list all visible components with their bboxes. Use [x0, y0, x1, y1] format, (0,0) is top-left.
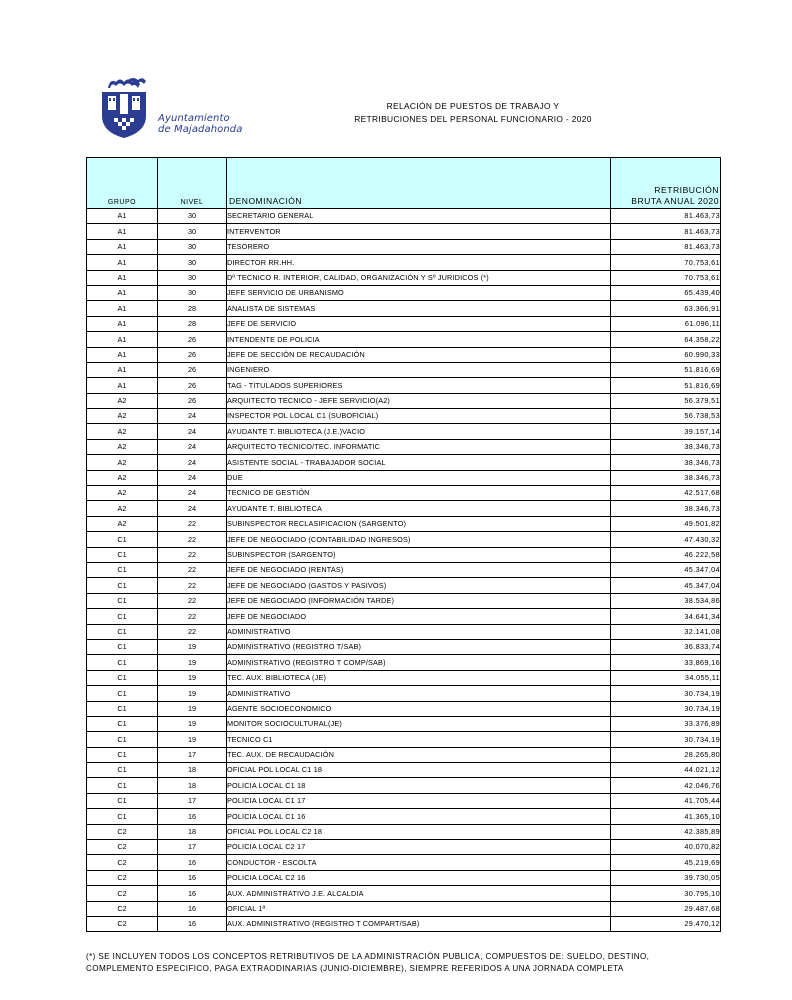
cell-retribucion: 44.021,12 [611, 763, 721, 778]
cell-grupo: A2 [87, 424, 158, 439]
cell-grupo: C2 [87, 840, 158, 855]
cell-denominacion: POLICIA LOCAL C1 16 [227, 809, 611, 824]
cell-denominacion: AUX. ADMINISTRATIVO J.E. ALCALDIA [227, 886, 611, 901]
logo-line-1: Ayuntamiento [158, 113, 230, 124]
table-row [87, 901, 721, 916]
table-row [87, 793, 721, 808]
cell-denominacion: ADMINISTRATIVO [227, 686, 611, 701]
cell-grupo: C1 [87, 763, 158, 778]
cell-denominacion: JEFE DE NEGOCIADO (CONTABILIDAD INGRESOS) [227, 532, 611, 547]
cell-grupo: C2 [87, 855, 158, 870]
table-row [87, 224, 721, 239]
cell-retribucion: 38.346,73 [611, 455, 721, 470]
cell-denominacion: JEFE DE NEGOCIADO (RENTAS) [227, 562, 611, 577]
table-row [87, 562, 721, 577]
cell-nivel: 30 [158, 209, 227, 224]
cell-retribucion: 81.463,73 [611, 239, 721, 254]
cell-denominacion: TEC. AUX. BIBLIOTECA (JE) [227, 670, 611, 685]
cell-denominacion: DIRECTOR RR.HH. [227, 255, 611, 270]
table-row [87, 655, 721, 670]
cell-denominacion: INTENDENTE DE POLICIA [227, 332, 611, 347]
cell-grupo: A1 [87, 378, 158, 393]
cell-retribucion: 33.376,89 [611, 716, 721, 731]
table-row [87, 501, 721, 516]
table-row [87, 470, 721, 485]
cell-retribucion: 81.463,73 [611, 209, 721, 224]
table-row [87, 609, 721, 624]
cell-nivel: 24 [158, 439, 227, 454]
cell-grupo: C2 [87, 824, 158, 839]
table-row [87, 639, 721, 654]
cell-retribucion: 39.157,14 [611, 424, 721, 439]
cell-grupo: C1 [87, 547, 158, 562]
cell-nivel: 19 [158, 686, 227, 701]
cell-grupo: A1 [87, 316, 158, 331]
cell-retribucion: 45.219,69 [611, 855, 721, 870]
cell-grupo: A1 [87, 301, 158, 316]
cell-nivel: 19 [158, 670, 227, 685]
table-row [87, 624, 721, 639]
cell-retribucion: 30.795,10 [611, 886, 721, 901]
table-row [87, 332, 721, 347]
cell-denominacion: INGENIERO [227, 362, 611, 377]
cell-denominacion: TESORERO [227, 239, 611, 254]
cell-retribucion: 29.487,68 [611, 901, 721, 916]
table-row [87, 270, 721, 285]
cell-nivel: 17 [158, 747, 227, 762]
cell-grupo: A2 [87, 516, 158, 531]
cell-nivel: 22 [158, 532, 227, 547]
cell-grupo: A2 [87, 393, 158, 408]
cell-nivel: 22 [158, 609, 227, 624]
cell-denominacion: MONITOR SOCIOCULTURAL(JE) [227, 716, 611, 731]
cell-retribucion: 70.753,61 [611, 255, 721, 270]
table-row [87, 362, 721, 377]
cell-nivel: 24 [158, 501, 227, 516]
cell-nivel: 22 [158, 578, 227, 593]
cell-denominacion: SUBINSPECTOR RECLASIFICACION (SARGENTO) [227, 516, 611, 531]
cell-grupo: A1 [87, 332, 158, 347]
cell-retribucion: 30.734,19 [611, 732, 721, 747]
cell-grupo: C2 [87, 916, 158, 931]
cell-nivel: 26 [158, 393, 227, 408]
cell-retribucion: 45.347,04 [611, 562, 721, 577]
cell-denominacion: INSPECTOR POL LOCAL C1 (SUBOFICIAL) [227, 409, 611, 424]
cell-grupo: C1 [87, 716, 158, 731]
cell-nivel: 16 [158, 809, 227, 824]
cell-retribucion: 61.096,11 [611, 316, 721, 331]
cell-retribucion: 45.347,04 [611, 578, 721, 593]
cell-retribucion: 40.070,82 [611, 840, 721, 855]
cell-grupo: A1 [87, 209, 158, 224]
cell-denominacion: JEFE DE NEGOCIADO (INFORMACIÓN TARDE) [227, 593, 611, 608]
cell-nivel: 16 [158, 855, 227, 870]
cell-denominacion: ARQUITECTO TECNICO/TEC. INFORMATIC [227, 439, 611, 454]
table-row [87, 886, 721, 901]
cell-retribucion: 70.753,61 [611, 270, 721, 285]
table-row [87, 301, 721, 316]
cell-denominacion: SECRETARIO GENERAL [227, 209, 611, 224]
cell-denominacion: JEFE DE NEGOCIADO (GASTOS Y PASIVOS) [227, 578, 611, 593]
table-row [87, 716, 721, 731]
cell-nivel: 22 [158, 562, 227, 577]
cell-retribucion: 38.346,73 [611, 501, 721, 516]
table-row [87, 855, 721, 870]
cell-nivel: 18 [158, 763, 227, 778]
title-line-2: RETRIBUCIONES DEL PERSONAL FUNCIONARIO - 2020 [354, 113, 592, 124]
cell-retribucion: 29.470,12 [611, 916, 721, 931]
cell-grupo: C1 [87, 686, 158, 701]
cell-nivel: 26 [158, 362, 227, 377]
cell-retribucion: 42.046,76 [611, 778, 721, 793]
cell-grupo: A1 [87, 347, 158, 362]
cell-nivel: 30 [158, 270, 227, 285]
cell-grupo: A1 [87, 239, 158, 254]
cell-retribucion: 34.055,11 [611, 670, 721, 685]
cell-grupo: C1 [87, 778, 158, 793]
table-row [87, 747, 721, 762]
table-row [87, 316, 721, 331]
cell-retribucion: 49.501,82 [611, 516, 721, 531]
cell-grupo: A1 [87, 255, 158, 270]
cell-retribucion: 56.379,51 [611, 393, 721, 408]
cell-grupo: A1 [87, 362, 158, 377]
ayuntamiento-logo [100, 76, 260, 140]
cell-denominacion: AYUDANTE T. BIBLIOTECA [227, 501, 611, 516]
cell-nivel: 22 [158, 516, 227, 531]
cell-grupo: C1 [87, 624, 158, 639]
cell-retribucion: 60.990,33 [611, 347, 721, 362]
cell-retribucion: 36.833,74 [611, 639, 721, 654]
column-header-retribucion-line-2: BRUTA ANUAL 2020 [631, 195, 719, 206]
cell-retribucion: 51.816,69 [611, 362, 721, 377]
cell-denominacion: POLICIA LOCAL C1 17 [227, 793, 611, 808]
cell-grupo: C1 [87, 639, 158, 654]
cell-denominacion: OFICIAL 1ª [227, 901, 611, 916]
cell-nivel: 18 [158, 824, 227, 839]
cell-denominacion: SUBINSPECTOR (SARGENTO) [227, 547, 611, 562]
cell-retribucion: 38.534,86 [611, 593, 721, 608]
table-row [87, 870, 721, 885]
table-row [87, 578, 721, 593]
cell-grupo: A2 [87, 470, 158, 485]
cell-nivel: 16 [158, 870, 227, 885]
cell-retribucion: 28.265,80 [611, 747, 721, 762]
table-row [87, 239, 721, 254]
cell-denominacion: JEFE DE NEGOCIADO [227, 609, 611, 624]
table-row [87, 763, 721, 778]
coat-of-arms-icon [100, 76, 156, 140]
logo-line-2: de Majadahonda [158, 124, 243, 135]
cell-denominacion: ADMINISTRATIVO (REGISTRO T COMP/SAB) [227, 655, 611, 670]
cell-denominacion: Dº TECNICO R. INTERIOR, CALIDAD, ORGANIZACIÓN Y Sº JURIDICOS (*) [227, 270, 611, 285]
cell-nivel: 17 [158, 793, 227, 808]
column-header-denominacion: DENOMINACIÓN [227, 158, 611, 209]
cell-denominacion: ADMINISTRATIVO [227, 624, 611, 639]
cell-retribucion: 65.439,40 [611, 285, 721, 300]
cell-nivel: 22 [158, 624, 227, 639]
cell-grupo: C2 [87, 870, 158, 885]
cell-denominacion: AUX. ADMINISTRATIVO (REGISTRO T COMPART/SAB) [227, 916, 611, 931]
cell-retribucion: 42.385,89 [611, 824, 721, 839]
cell-nivel: 26 [158, 347, 227, 362]
cell-denominacion: POLICIA LOCAL C2 17 [227, 840, 611, 855]
table-row [87, 732, 721, 747]
cell-denominacion: TECNICO DE GESTIÓN [227, 486, 611, 501]
column-header-retribucion [611, 158, 721, 209]
cell-denominacion: ANALISTA DE SISTEMAS [227, 301, 611, 316]
table-row [87, 547, 721, 562]
column-header-retribucion-line-1: RETRIBUCIÓN [654, 185, 719, 195]
cell-nivel: 19 [158, 701, 227, 716]
cell-grupo: C1 [87, 793, 158, 808]
cell-nivel: 24 [158, 424, 227, 439]
cell-retribucion: 38.346,73 [611, 439, 721, 454]
table-row [87, 593, 721, 608]
cell-denominacion: JEFE DE SECCIÓN DE RECAUDACIÓN [227, 347, 611, 362]
cell-retribucion: 34.641,34 [611, 609, 721, 624]
cell-retribucion: 47.430,32 [611, 532, 721, 547]
cell-denominacion: CONDUCTOR - ESCOLTA [227, 855, 611, 870]
table-row [87, 778, 721, 793]
cell-denominacion: JEFE SERVICIO DE URBANISMO [227, 285, 611, 300]
cell-grupo: C1 [87, 593, 158, 608]
table-row [87, 824, 721, 839]
footnote-line-1: (*) SE INCLUYEN TODOS LOS CONCEPTOS RETRIBUTIVOS DE LA ADMINISTRACIÓN PUBLICA, COMPUESTOS DE: SUELDO, DESTINO, [86, 952, 650, 961]
table-row [87, 255, 721, 270]
table-row [87, 916, 721, 931]
cell-grupo: A2 [87, 501, 158, 516]
logo-text [158, 113, 243, 135]
title-line-1: RELACIÓN DE PUESTOS DE TRABAJO Y [386, 101, 560, 111]
cell-grupo: A2 [87, 409, 158, 424]
cell-denominacion: AGENTE SOCIOECONOMICO [227, 701, 611, 716]
table-row [87, 424, 721, 439]
table-row [87, 686, 721, 701]
table-row [87, 378, 721, 393]
cell-retribucion: 38.346,73 [611, 470, 721, 485]
cell-denominacion: INTERVENTOR [227, 224, 611, 239]
cell-grupo: C1 [87, 809, 158, 824]
table-header-row [87, 158, 721, 209]
cell-nivel: 30 [158, 224, 227, 239]
table-row [87, 285, 721, 300]
cell-retribucion: 41.705,44 [611, 793, 721, 808]
cell-grupo: A1 [87, 224, 158, 239]
cell-nivel: 19 [158, 639, 227, 654]
cell-denominacion: TAG - TITULADOS SUPERIORES [227, 378, 611, 393]
cell-denominacion: POLICIA LOCAL C2 16 [227, 870, 611, 885]
cell-nivel: 19 [158, 732, 227, 747]
cell-retribucion: 51.816,69 [611, 378, 721, 393]
cell-nivel: 24 [158, 486, 227, 501]
cell-grupo: C1 [87, 609, 158, 624]
cell-grupo: C2 [87, 886, 158, 901]
cell-nivel: 22 [158, 547, 227, 562]
page-title [300, 100, 646, 125]
cell-grupo: C1 [87, 670, 158, 685]
cell-grupo: C1 [87, 532, 158, 547]
cell-retribucion: 42.517,68 [611, 486, 721, 501]
table-row [87, 532, 721, 547]
cell-retribucion: 63.366,91 [611, 301, 721, 316]
cell-denominacion: JEFE DE SERVICIO [227, 316, 611, 331]
cell-grupo: C2 [87, 901, 158, 916]
cell-nivel: 17 [158, 840, 227, 855]
cell-nivel: 28 [158, 301, 227, 316]
cell-denominacion: ADMINISTRATIVO (REGISTRO T/SAB) [227, 639, 611, 654]
cell-nivel: 26 [158, 378, 227, 393]
cell-grupo: C1 [87, 732, 158, 747]
cell-retribucion: 30.734,19 [611, 686, 721, 701]
table-row [87, 439, 721, 454]
cell-denominacion: OFICIAL POL LOCAL C1 18 [227, 763, 611, 778]
table-row [87, 701, 721, 716]
cell-nivel: 30 [158, 285, 227, 300]
table-row [87, 347, 721, 362]
cell-nivel: 19 [158, 655, 227, 670]
table-row [87, 486, 721, 501]
cell-grupo: A1 [87, 270, 158, 285]
cell-grupo: C1 [87, 578, 158, 593]
table-body [87, 209, 721, 932]
cell-nivel: 18 [158, 778, 227, 793]
cell-denominacion: OFICIAL POL LOCAL C2 18 [227, 824, 611, 839]
cell-retribucion: 33.869,16 [611, 655, 721, 670]
cell-denominacion: POLICIA LOCAL C1 18 [227, 778, 611, 793]
cell-nivel: 28 [158, 316, 227, 331]
cell-denominacion: TEC. AUX. DE RECAUDACIÓN [227, 747, 611, 762]
cell-nivel: 16 [158, 916, 227, 931]
column-header-nivel: NIVEL [158, 158, 227, 209]
cell-nivel: 24 [158, 455, 227, 470]
cell-nivel: 26 [158, 332, 227, 347]
table-row [87, 809, 721, 824]
cell-retribucion: 30.734,19 [611, 701, 721, 716]
cell-retribucion: 46.222,58 [611, 547, 721, 562]
cell-nivel: 24 [158, 470, 227, 485]
table-row [87, 670, 721, 685]
cell-grupo: A2 [87, 486, 158, 501]
cell-grupo: A2 [87, 455, 158, 470]
cell-denominacion: AYUDANTE T. BIBLIOTECA (J.E.)VACIO [227, 424, 611, 439]
cell-denominacion: DUE [227, 470, 611, 485]
cell-retribucion: 56.738,53 [611, 409, 721, 424]
cell-nivel: 30 [158, 239, 227, 254]
cell-retribucion: 81.463,73 [611, 224, 721, 239]
cell-nivel: 19 [158, 716, 227, 731]
salary-table [86, 157, 721, 932]
table-row [87, 516, 721, 531]
cell-grupo: C1 [87, 747, 158, 762]
cell-nivel: 16 [158, 886, 227, 901]
cell-grupo: C1 [87, 562, 158, 577]
cell-retribucion: 39.730,05 [611, 870, 721, 885]
table-row [87, 455, 721, 470]
cell-retribucion: 32.141,08 [611, 624, 721, 639]
cell-nivel: 24 [158, 409, 227, 424]
cell-grupo: C1 [87, 655, 158, 670]
column-header-grupo: GRUPO [87, 158, 158, 209]
cell-denominacion: TECNICO C1 [227, 732, 611, 747]
cell-grupo: C1 [87, 701, 158, 716]
cell-denominacion: ARQUITECTO TECNICO - JEFE SERVICIO(A2) [227, 393, 611, 408]
cell-grupo: A2 [87, 439, 158, 454]
table-row [87, 409, 721, 424]
footnote-line-2: COMPLEMENTO ESPECIFICO, PAGA EXTRAODINARIAS (JUNIO-DICIEMBRE), SIEMPRE REFERIDOS A UNA JORNADA COMPLETA [86, 964, 624, 974]
table-row [87, 209, 721, 224]
footnote [86, 951, 726, 976]
cell-nivel: 30 [158, 255, 227, 270]
cell-grupo: A1 [87, 285, 158, 300]
cell-nivel: 22 [158, 593, 227, 608]
table-row [87, 840, 721, 855]
cell-nivel: 16 [158, 901, 227, 916]
cell-retribucion: 64.358,22 [611, 332, 721, 347]
cell-denominacion: ASISTENTE SOCIAL - TRABAJADOR SOCIAL [227, 455, 611, 470]
cell-retribucion: 41.365,10 [611, 809, 721, 824]
table-row [87, 393, 721, 408]
